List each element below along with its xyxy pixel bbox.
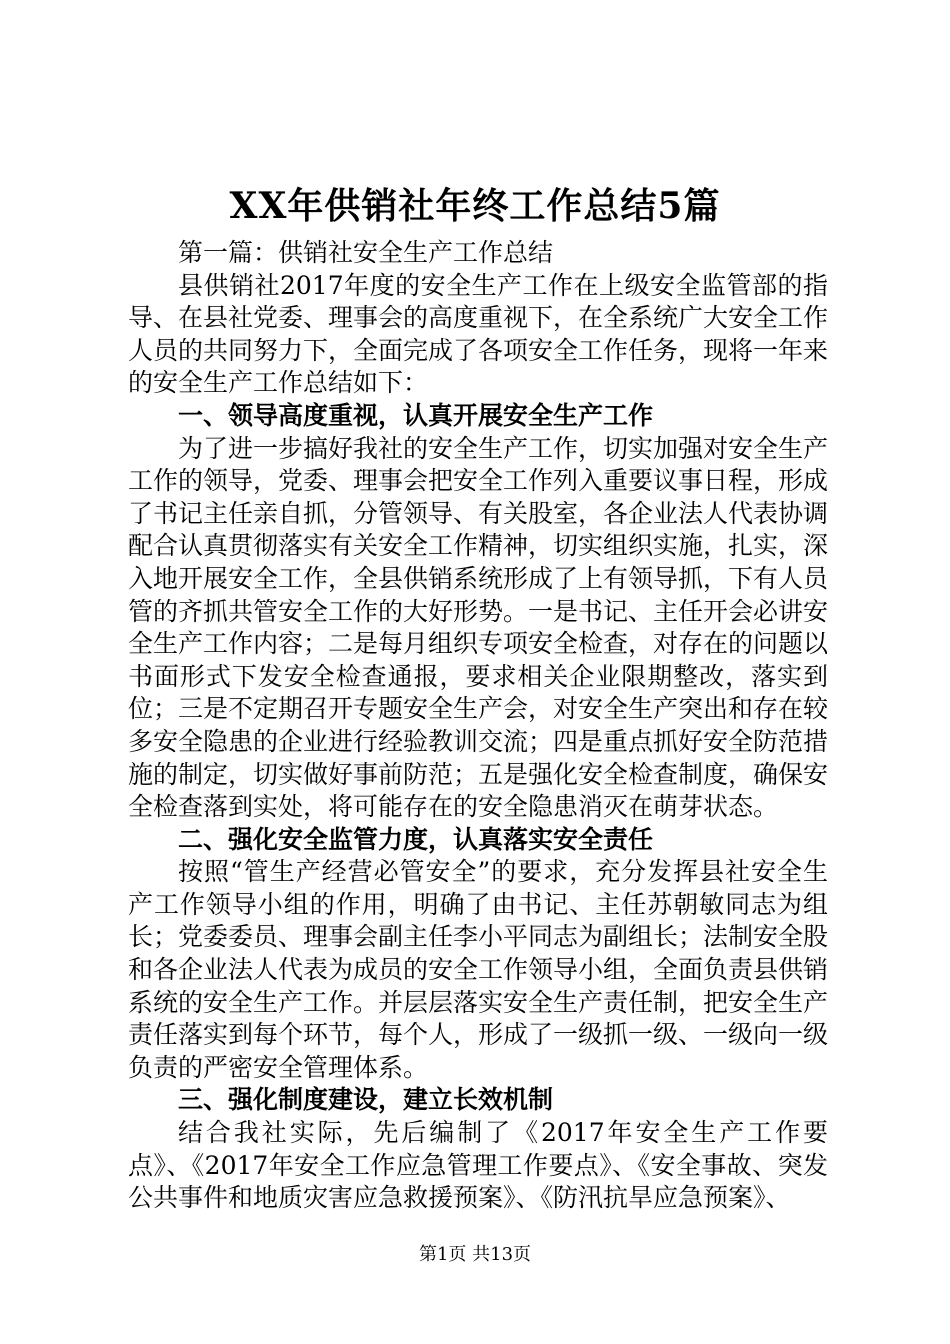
section-2-heading: 二、强化安全监管力度，认真落实安全责任	[178, 824, 654, 854]
page-footer: 第1页 共13页	[418, 1244, 532, 1265]
chapter-heading: 第一篇：供销社安全生产工作总结	[178, 238, 554, 267]
section-2-paragraph: 按照“管生产经营必管安全”的要求，充分发挥县社安全生产工作领导小组的作用，明确了由书记、主任苏朝敏同志为组长；党委委员、理事会副主任李小平同志为副组长；法制安全股和各企业法人代表为成员的安全工作领导小组，全面负责县供销系统的安全生产工作。并层层落实安全生产责任制，把安全生产责任落实到每个环节，每个人，形成了一级抓一级、一级向一级负责的严密安全管理体系。	[128, 857, 829, 1082]
section-1-heading: 一、领导高度重视，认真开展安全生产工作	[178, 400, 654, 430]
intro-paragraph: 县供销社2017年度的安全生产工作在上级安全监管部的指导、在县社党委、理事会的高度重视下，在全系统广大安全工作人员的共同努力下，全面完成了各项安全工作任务，现将一年来的安全生产工作总结如下：	[128, 270, 829, 398]
document-title: XX年供销社年终工作总结5篇	[229, 185, 721, 227]
section-3-paragraph: 结合我社实际，先后编制了《2017年安全生产工作要点》、《2017年安全工作应急管理工作要点》、《安全事故、突发公共事件和地质灾害应急救援预案》、《防汛抗旱应急预案》、	[128, 1118, 828, 1213]
section-1-paragraph: 为了进一步搞好我社的安全生产工作，切实加强对安全生产工作的领导，党委、理事会把安全工作列入重要议事日程，形成了书记主任亲自抓，分管领导、有关股室，各企业法人代表协调配合认真贯彻落实有关安全工作精神，切实组织实施，扎实，深入地开展安全工作，全县供销系统形成了上有领导抓，下有人员管的齐抓共管安全工作的大好形势。一是书记、主任开会必讲安全生产工作内容；二是每月组织专项安全检查，对存在的问题以书面形式下发安全检查通报，要求相关企业限期整改，落实到位；三是不定期召开专题安全生产会，对安全生产突出和存在较多安全隐患的企业进行经验教训交流；四是重点抓好安全防范措施的制定，切实做好事前防范；五是强化安全检查制度，确保安全检查落到实处，将可能存在的安全隐患消灭在萌芽状态。	[128, 433, 829, 822]
section-3-heading: 三、强化制度建设，建立长效机制	[178, 1085, 554, 1115]
document-body	[128, 237, 828, 1215]
